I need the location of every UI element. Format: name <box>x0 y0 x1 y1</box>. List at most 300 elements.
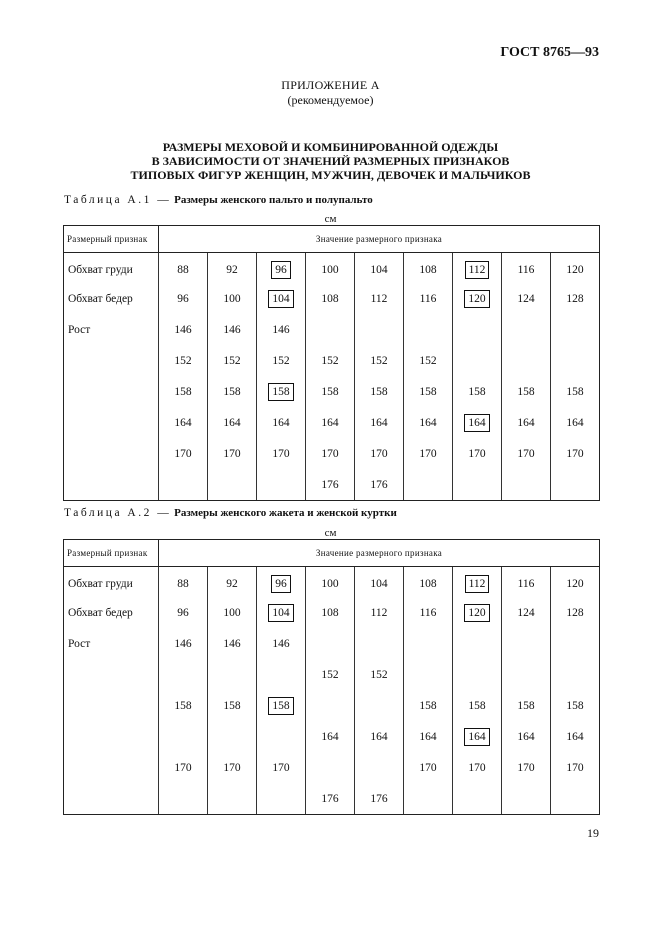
table-cell <box>551 284 600 315</box>
cell-value: 112 <box>370 293 388 305</box>
cell-value: 164 <box>321 417 339 429</box>
table-cell <box>355 784 404 815</box>
table-cell <box>551 439 600 470</box>
table-cell <box>404 660 453 691</box>
table-caption <box>64 194 373 206</box>
cell-value: 96 <box>177 293 189 305</box>
table-cell <box>355 377 404 408</box>
table-cell <box>502 691 551 722</box>
table-cell <box>551 567 600 598</box>
table-cell <box>306 346 355 377</box>
table-cell <box>159 567 208 598</box>
cell-value: 170 <box>468 448 486 460</box>
table-cell <box>551 753 600 784</box>
table-cell <box>453 629 502 660</box>
table-cell <box>159 315 208 346</box>
table-cell <box>404 784 453 815</box>
cell-value: 146 <box>223 638 241 650</box>
table-cell <box>453 722 502 753</box>
table-cell <box>502 346 551 377</box>
table-cell <box>208 567 257 598</box>
cell-value: 176 <box>321 478 339 491</box>
table-cell <box>306 753 355 784</box>
table-cell <box>208 253 257 284</box>
row-label <box>64 660 159 691</box>
cell-value: 158 <box>174 386 192 398</box>
cell-value: 100 <box>321 264 339 277</box>
boxed-value: 104 <box>268 290 293 308</box>
table-row <box>64 408 600 439</box>
table-row <box>64 315 600 346</box>
table-cell <box>257 346 306 377</box>
table-cell <box>257 408 306 439</box>
cell-value: 158 <box>223 386 241 398</box>
column-header-feature: Размерный признак <box>64 540 159 567</box>
cell-value: 170 <box>370 448 388 460</box>
row-label: Обхват бедер <box>64 598 159 629</box>
boxed-value: 164 <box>464 414 489 432</box>
table-cell <box>404 629 453 660</box>
table-cell <box>453 253 502 284</box>
cell-value: 158 <box>419 386 437 398</box>
cell-value: 164 <box>517 417 535 429</box>
cell-value: 128 <box>566 293 584 305</box>
row-label <box>64 439 159 470</box>
table-cell <box>404 439 453 470</box>
table-cell <box>453 315 502 346</box>
table-cell <box>551 377 600 408</box>
cell-value: 96 <box>177 607 189 619</box>
table-cell <box>159 346 208 377</box>
cell-value: 170 <box>517 762 535 774</box>
cell-value: 100 <box>223 293 241 305</box>
table-cell <box>306 470 355 501</box>
cell-value: 124 <box>517 607 535 619</box>
table-row <box>64 722 600 753</box>
table-cell <box>257 660 306 691</box>
table-cell <box>257 377 306 408</box>
table-unit: см <box>324 527 337 539</box>
cell-value: 158 <box>468 700 486 712</box>
table-cell <box>453 470 502 501</box>
table-row <box>64 253 600 284</box>
table-cell <box>306 691 355 722</box>
table-cell <box>159 753 208 784</box>
cell-value: 170 <box>223 448 241 460</box>
table-cell <box>306 629 355 660</box>
cell-value: 146 <box>223 324 241 336</box>
row-label <box>64 408 159 439</box>
table-cell <box>404 722 453 753</box>
table-cell <box>453 784 502 815</box>
table-cell <box>404 567 453 598</box>
table-cell <box>404 753 453 784</box>
table-cell <box>453 346 502 377</box>
table-cell <box>453 408 502 439</box>
table-cell <box>551 346 600 377</box>
row-label <box>64 722 159 753</box>
table-cell <box>404 346 453 377</box>
table-cell <box>355 470 404 501</box>
cell-value: 152 <box>174 355 192 367</box>
row-label: Рост <box>64 629 159 660</box>
cell-value: 170 <box>566 762 584 774</box>
table-cell <box>159 377 208 408</box>
table-cell <box>257 784 306 815</box>
cell-value: 158 <box>566 700 584 712</box>
table-cell <box>208 598 257 629</box>
table-cell <box>306 315 355 346</box>
table-cell <box>159 253 208 284</box>
cell-value: 104 <box>370 264 388 277</box>
table-row <box>64 284 600 315</box>
table-cell <box>453 753 502 784</box>
table-cell <box>355 439 404 470</box>
cell-value: 158 <box>468 386 486 398</box>
cell-value: 158 <box>419 700 437 712</box>
cell-value: 108 <box>419 578 437 591</box>
cell-value: 164 <box>223 417 241 429</box>
table-cell <box>208 408 257 439</box>
cell-value: 170 <box>174 448 192 460</box>
heading-line-2: В ЗАВИСИМОСТИ ОТ ЗНАЧЕНИЙ РАЗМЕРНЫХ ПРИЗНАКОВ <box>151 154 510 168</box>
table-cell <box>159 722 208 753</box>
table-cell <box>404 408 453 439</box>
cell-value: 158 <box>517 700 535 712</box>
cell-value: 100 <box>321 578 339 591</box>
table-cell <box>355 660 404 691</box>
table-cell <box>208 346 257 377</box>
cell-value: 108 <box>419 264 437 277</box>
cell-value: 176 <box>321 792 339 805</box>
table-cell <box>404 470 453 501</box>
table-label: Таблица А.2 — <box>64 507 172 519</box>
table-cell <box>257 722 306 753</box>
table-cell <box>208 722 257 753</box>
cell-value: 152 <box>370 355 388 367</box>
cell-value: 170 <box>419 448 437 460</box>
cell-value: 112 <box>370 607 388 619</box>
table-cell <box>306 598 355 629</box>
cell-value: 88 <box>177 264 189 277</box>
table-cell <box>257 284 306 315</box>
table-body <box>64 567 600 815</box>
table-row <box>64 439 600 470</box>
table-cell <box>306 408 355 439</box>
boxed-value: 104 <box>268 604 293 622</box>
table-cell <box>208 784 257 815</box>
table-cell <box>159 439 208 470</box>
boxed-value: 96 <box>271 261 291 279</box>
table-cell <box>306 567 355 598</box>
cell-value: 164 <box>272 417 290 429</box>
table-cell <box>355 753 404 784</box>
table-row <box>64 753 600 784</box>
table-cell <box>453 598 502 629</box>
cell-value: 100 <box>223 607 241 619</box>
cell-value: 116 <box>419 607 437 619</box>
row-label: Рост <box>64 315 159 346</box>
document-code: ГОСТ 8765—93 <box>500 45 599 60</box>
table-cell <box>159 784 208 815</box>
cell-value: 176 <box>370 792 388 805</box>
table-row <box>64 598 600 629</box>
table-cell <box>208 691 257 722</box>
table-cell <box>159 408 208 439</box>
table-cell <box>355 598 404 629</box>
cell-value: 158 <box>174 700 192 712</box>
boxed-value: 158 <box>268 697 293 715</box>
table-row <box>64 377 600 408</box>
table-cell <box>404 315 453 346</box>
cell-value: 158 <box>321 386 339 398</box>
cell-value: 152 <box>370 669 388 681</box>
appendix-title: ПРИЛОЖЕНИЕ А <box>281 78 380 92</box>
table-cell <box>208 439 257 470</box>
cell-value: 108 <box>321 607 339 619</box>
table-cell <box>306 377 355 408</box>
table-cell <box>502 377 551 408</box>
cell-value: 108 <box>321 293 339 305</box>
cell-value: 116 <box>517 264 535 277</box>
cell-value: 146 <box>174 638 192 650</box>
table-cell <box>502 660 551 691</box>
cell-value: 176 <box>370 478 388 491</box>
table-cell <box>257 567 306 598</box>
table-cell <box>502 284 551 315</box>
table-cell <box>453 691 502 722</box>
boxed-value: 96 <box>271 575 291 593</box>
table-cell <box>257 315 306 346</box>
table-cell <box>159 691 208 722</box>
cell-value: 170 <box>321 448 339 460</box>
boxed-value: 158 <box>268 383 293 401</box>
row-label <box>64 346 159 377</box>
table-row <box>64 470 600 501</box>
cell-value: 164 <box>321 731 339 743</box>
table-cell <box>257 629 306 660</box>
table-cell <box>355 629 404 660</box>
table-cell <box>551 784 600 815</box>
table-cell <box>502 470 551 501</box>
table-cell <box>306 253 355 284</box>
table-cell <box>306 284 355 315</box>
table-cell <box>159 470 208 501</box>
table-cell <box>502 722 551 753</box>
cell-value: 152 <box>272 355 290 367</box>
table-cell <box>257 253 306 284</box>
cell-value: 104 <box>370 578 388 591</box>
table-cell <box>306 722 355 753</box>
row-label: Обхват бедер <box>64 284 159 315</box>
row-label: Обхват груди <box>64 567 159 598</box>
cell-value: 164 <box>517 731 535 743</box>
table-cell <box>551 253 600 284</box>
table-cell <box>551 598 600 629</box>
cell-value: 170 <box>272 448 290 460</box>
table-cell <box>453 567 502 598</box>
table-cell <box>453 439 502 470</box>
cell-value: 170 <box>272 762 290 774</box>
row-label <box>64 753 159 784</box>
table-label: Таблица А.1 — <box>64 194 172 206</box>
table-cell <box>551 629 600 660</box>
table-cell <box>355 722 404 753</box>
cell-value: 146 <box>272 638 290 650</box>
table-cell <box>257 470 306 501</box>
table-row <box>64 660 600 691</box>
row-label <box>64 691 159 722</box>
table-cell <box>208 660 257 691</box>
table-cell <box>306 660 355 691</box>
table-cell <box>257 439 306 470</box>
table-cell <box>502 253 551 284</box>
table-cell <box>257 691 306 722</box>
appendix-subtitle: (рекомендуемое) <box>287 93 374 107</box>
cell-value: 120 <box>566 264 584 277</box>
table-cell <box>502 598 551 629</box>
table-row <box>64 346 600 377</box>
table-cell <box>502 629 551 660</box>
table-cell <box>257 598 306 629</box>
table-cell <box>355 346 404 377</box>
cell-value: 170 <box>223 762 241 774</box>
table-cell <box>502 439 551 470</box>
table-cell <box>404 598 453 629</box>
cell-value: 164 <box>370 417 388 429</box>
table-cell <box>355 691 404 722</box>
table-cell <box>551 408 600 439</box>
boxed-value: 112 <box>465 261 490 279</box>
table-cell <box>159 284 208 315</box>
table-title: Размеры женского пальто и полупальто <box>174 194 373 206</box>
page-number: 19 <box>587 826 599 840</box>
table-cell <box>306 784 355 815</box>
table-row <box>64 629 600 660</box>
table-body <box>64 253 600 501</box>
cell-value: 158 <box>223 700 241 712</box>
boxed-value: 112 <box>465 575 490 593</box>
cell-value: 164 <box>566 731 584 743</box>
cell-value: 170 <box>419 762 437 774</box>
table-cell <box>551 722 600 753</box>
table-cell <box>502 408 551 439</box>
table-row <box>64 691 600 722</box>
cell-value: 128 <box>566 607 584 619</box>
table-cell <box>502 753 551 784</box>
table-cell <box>159 629 208 660</box>
table-cell <box>208 284 257 315</box>
table-cell <box>355 284 404 315</box>
table-title: Размеры женского жакета и женской куртки <box>174 507 397 519</box>
cell-value: 146 <box>174 324 192 336</box>
cell-value: 152 <box>419 355 437 367</box>
cell-value: 152 <box>321 355 339 367</box>
table-cell <box>502 315 551 346</box>
row-label: Обхват груди <box>64 253 159 284</box>
cell-value: 88 <box>177 578 189 591</box>
cell-value: 170 <box>468 762 486 774</box>
cell-value: 164 <box>174 417 192 429</box>
cell-value: 158 <box>566 386 584 398</box>
cell-value: 124 <box>517 293 535 305</box>
cell-value: 164 <box>419 417 437 429</box>
cell-value: 116 <box>517 578 535 591</box>
size-table-2 <box>63 539 600 815</box>
table-cell <box>355 253 404 284</box>
column-header-values: Значение размерного признака <box>159 226 600 253</box>
row-label <box>64 377 159 408</box>
cell-value: 164 <box>419 731 437 743</box>
table-cell <box>355 567 404 598</box>
table-cell <box>208 753 257 784</box>
boxed-value: 164 <box>464 728 489 746</box>
table-cell <box>257 753 306 784</box>
cell-value: 152 <box>321 669 339 681</box>
table-cell <box>404 377 453 408</box>
table-cell <box>453 377 502 408</box>
boxed-value: 120 <box>464 604 489 622</box>
cell-value: 92 <box>226 578 238 591</box>
column-header-values: Значение размерного признака <box>159 540 600 567</box>
table-cell <box>355 315 404 346</box>
table-cell <box>159 660 208 691</box>
table-cell <box>404 253 453 284</box>
table-cell <box>551 315 600 346</box>
cell-value: 170 <box>174 762 192 774</box>
row-label <box>64 470 159 501</box>
table-cell <box>502 567 551 598</box>
cell-value: 170 <box>566 448 584 460</box>
table-cell <box>159 598 208 629</box>
table-cell <box>208 315 257 346</box>
table-cell <box>355 408 404 439</box>
table-cell <box>502 784 551 815</box>
table-cell <box>404 691 453 722</box>
table-cell <box>208 629 257 660</box>
cell-value: 158 <box>517 386 535 398</box>
table-cell <box>306 439 355 470</box>
table-unit: см <box>324 213 337 225</box>
table-cell <box>208 377 257 408</box>
table-cell <box>404 284 453 315</box>
row-label <box>64 784 159 815</box>
cell-value: 146 <box>272 324 290 336</box>
table-cell <box>453 660 502 691</box>
cell-value: 164 <box>566 417 584 429</box>
table-row <box>64 784 600 815</box>
table-caption <box>64 507 397 519</box>
table-cell <box>208 470 257 501</box>
table-cell <box>551 660 600 691</box>
cell-value: 152 <box>223 355 241 367</box>
heading-line-1: РАЗМЕРЫ МЕХОВОЙ И КОМБИНИРОВАННОЙ ОДЕЖДЫ <box>162 140 499 154</box>
cell-value: 92 <box>226 264 238 277</box>
cell-value: 164 <box>370 731 388 743</box>
boxed-value: 120 <box>464 290 489 308</box>
cell-value: 116 <box>419 293 437 305</box>
cell-value: 120 <box>566 578 584 591</box>
cell-value: 158 <box>370 386 388 398</box>
cell-value: 170 <box>517 448 535 460</box>
table-cell <box>551 691 600 722</box>
table-cell <box>453 284 502 315</box>
table-cell <box>551 470 600 501</box>
column-header-feature: Размерный признак <box>64 226 159 253</box>
heading-line-3: ТИПОВЫХ ФИГУР ЖЕНЩИН, МУЖЧИН, ДЕВОЧЕК И МАЛЬЧИКОВ <box>130 168 531 182</box>
table-row <box>64 567 600 598</box>
size-table-1 <box>63 225 600 501</box>
